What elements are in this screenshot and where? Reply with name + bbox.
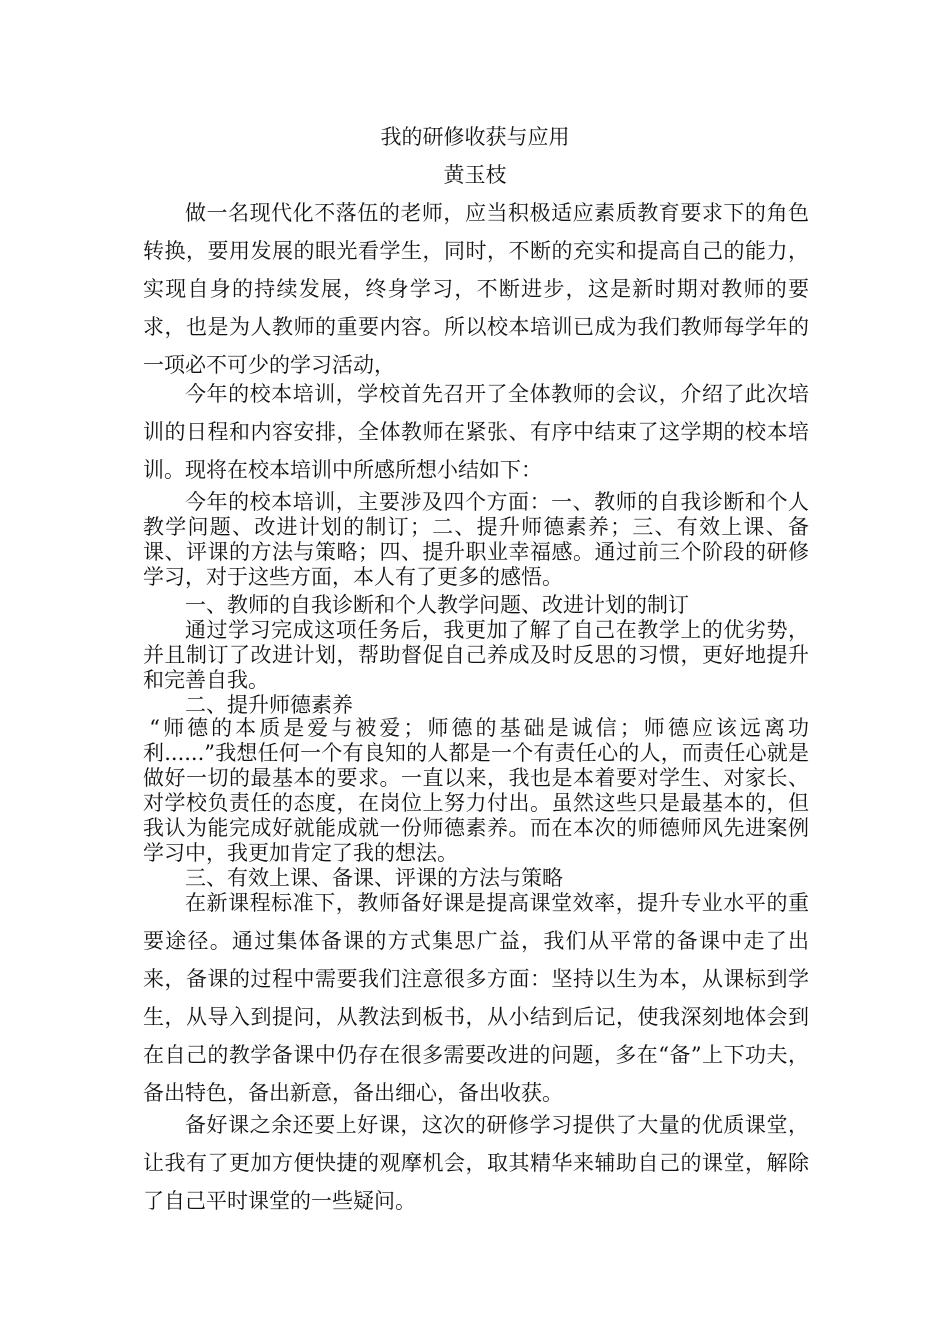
document-title: 我的研修收获与应用 — [380, 125, 570, 149]
section-heading-2: 二、提升师德素养 — [185, 693, 353, 717]
paragraph-four-aspects: 今年的校本培训，主要涉及四个方面：一、教师的自我诊断和个人教学问题、改进计划的制订；二、提升师德素养；三、有效上课、备课、评课的方法与策略；四、提升职业幸福感。通过前三个阶段的研修学习，对于这些方面，本人有了更多的感悟。 — [143, 490, 809, 589]
section-heading-3: 三、有效上课、备课、评课的方法与策略 — [185, 866, 563, 890]
paragraph-section-3: 在新课程标准下，教师备好课是提高课堂效率，提升专业水平的重要途径。通过集体备课的方式集思广益，我们从平常的备课中走了出来，备课的过程中需要我们注意很多方面：坚持以生为本，从课标到学生，从导入到提问，从教法到板书，从小结到后记，使我深刻地体会到在自己的教学备课中仍存在很多需要改进的问题，多在“备”上下功夫，备出特色，备出新意，备出细心，备出收获。 — [143, 891, 809, 1105]
paragraph-training-overview: 今年的校本培训，学校首先召开了全体教师的会议，介绍了此次培训的日程和内容安排，全体教师在紧张、有序中结束了这学期的校本培训。现将在校本培训中所感所想小结如下： — [143, 382, 809, 482]
section-heading-1: 一、教师的自我诊断和个人教学问题、改进计划的制订 — [185, 593, 689, 617]
paragraph-section-2: “师德的本质是爱与被爱；师德的基础是诚信；师德应该远离功利......”我想任何一个有良知的人都是一个有责任心的人，而责任心就是做好一切的最基本的要求。一直以来，我也是本着要对学生、对家长、对学校负责任的态度，在岗位上努力付出。虽然这些只是最基本的，但我认为能完成好就能成就一份师德素养。而在本次的师德师风先进案例学习中，我更加肯定了我的想法。 — [143, 716, 809, 865]
paragraph-closing: 备好课之余还要上好课，这次的研修学习提供了大量的优质课堂，让我有了更加方便快捷的观摩机会，取其精华来辅助自己的课堂，解除了自己平时课堂的一些疑问。 — [143, 1113, 809, 1213]
paragraph-section-1: 通过学习完成这项任务后，我更加了解了自己在教学上的优劣势，并且制订了改进计划，帮助督促自己养成及时反思的习惯，更好地提升和完善自我。 — [143, 618, 809, 692]
paragraph-intro: 做一名现代化不落伍的老师，应当积极适应素质教育要求下的角色转换，要用发展的眼光看学生，同时，不断的充实和提高自己的能力，实现自身的持续发展，终身学习，不断进步，这是新时期对教师的要求，也是为人教师的重要内容。所以校本培训已成为我们教师每学年的一项必不可少的学习活动， — [143, 201, 809, 377]
document-author: 黄玉枝 — [443, 163, 507, 187]
